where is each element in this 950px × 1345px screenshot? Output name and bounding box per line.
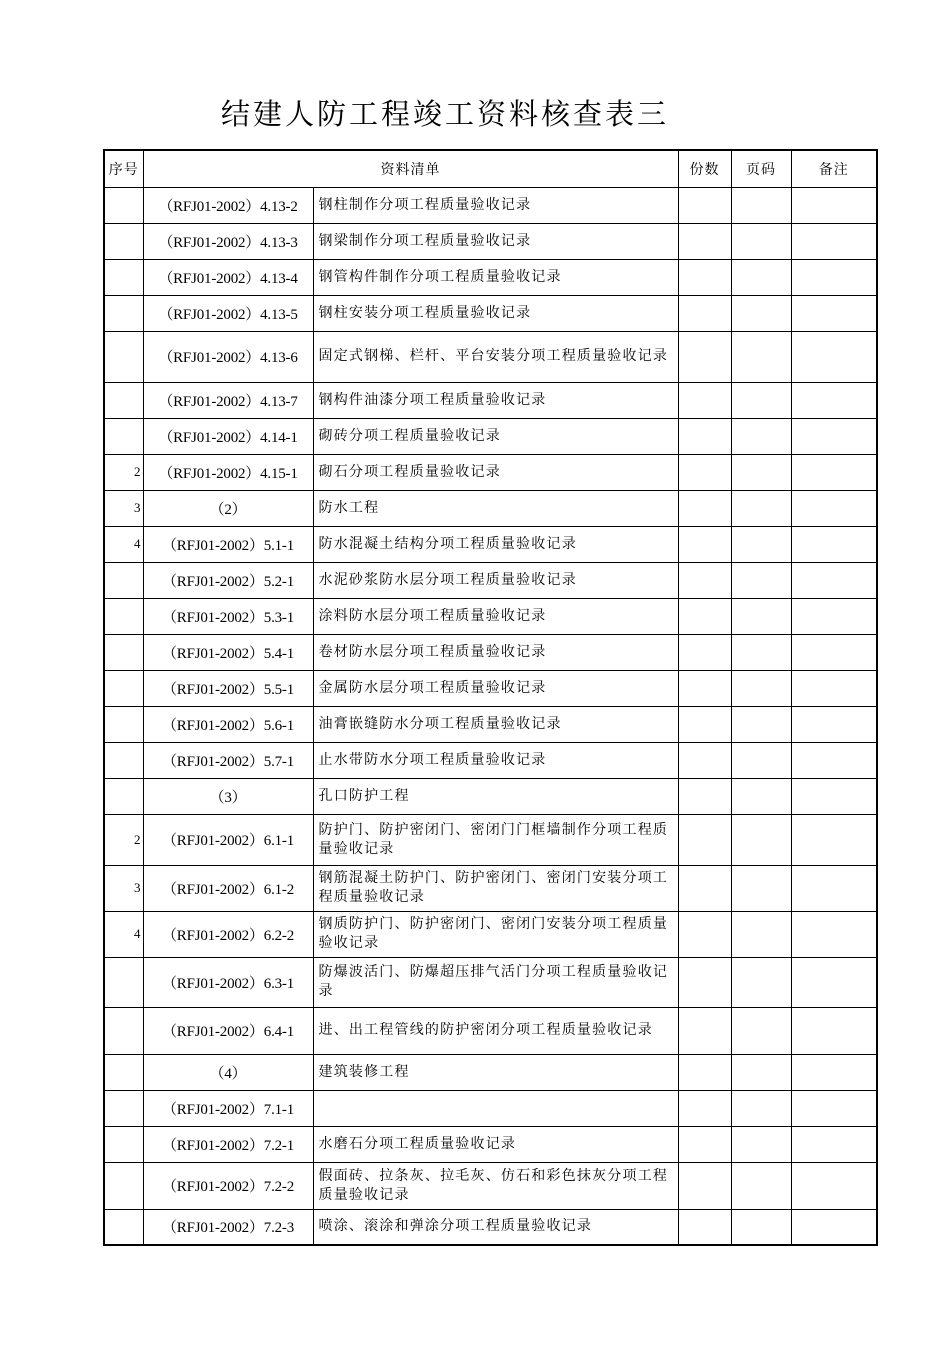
row-seq xyxy=(104,1209,143,1245)
row-remark xyxy=(791,778,877,814)
row-page xyxy=(731,1209,791,1245)
row-name: 砌砖分项工程质量验收记录 xyxy=(313,418,678,454)
header-list: 资料清单 xyxy=(143,150,678,187)
row-remark xyxy=(791,634,877,670)
row-copies xyxy=(678,259,731,295)
row-code: （2） xyxy=(143,490,313,526)
row-seq xyxy=(104,1162,143,1209)
row-seq xyxy=(104,562,143,598)
row-name: 进、出工程管线的防护密闭分项工程质量验收记录 xyxy=(313,1007,678,1054)
row-code: （RFJ01-2002）7.2-2 xyxy=(143,1162,313,1209)
row-remark xyxy=(791,259,877,295)
row-code: （RFJ01-2002）7.2-1 xyxy=(143,1126,313,1162)
row-name: 止水带防水分项工程质量验收记录 xyxy=(313,742,678,778)
row-page xyxy=(731,454,791,490)
row-code: （RFJ01-2002）4.13-6 xyxy=(143,331,313,382)
row-page xyxy=(731,1126,791,1162)
row-code: （RFJ01-2002）5.5-1 xyxy=(143,670,313,706)
row-remark xyxy=(791,1209,877,1245)
row-seq xyxy=(104,259,143,295)
row-copies xyxy=(678,598,731,634)
row-code: （RFJ01-2002）5.6-1 xyxy=(143,706,313,742)
row-copies xyxy=(678,1209,731,1245)
row-name: 假面砖、拉条灰、拉毛灰、仿石和彩色抹灰分项工程质量验收记录 xyxy=(313,1162,678,1209)
page-title: 结建人防工程竣工资料核查表三 xyxy=(220,97,669,131)
table-row xyxy=(104,1090,877,1126)
row-code: （RFJ01-2002）6.4-1 xyxy=(143,1007,313,1054)
row-page xyxy=(731,865,791,911)
row-page xyxy=(731,1162,791,1209)
row-name: 涂料防水层分项工程质量验收记录 xyxy=(313,598,678,634)
row-page xyxy=(731,187,791,223)
row-seq xyxy=(104,1054,143,1090)
table-row xyxy=(104,865,877,911)
row-name: 防水工程 xyxy=(313,490,678,526)
table-row xyxy=(104,911,877,957)
row-seq xyxy=(104,1007,143,1054)
row-remark xyxy=(791,223,877,259)
row-code: （RFJ01-2002）4.13-4 xyxy=(143,259,313,295)
table-row xyxy=(104,1126,877,1162)
row-remark xyxy=(791,295,877,331)
row-remark xyxy=(791,454,877,490)
row-remark xyxy=(791,187,877,223)
row-page xyxy=(731,223,791,259)
row-seq xyxy=(104,331,143,382)
row-copies xyxy=(678,634,731,670)
row-copies xyxy=(678,187,731,223)
row-name xyxy=(313,1090,678,1126)
table-row xyxy=(104,1007,877,1054)
row-page xyxy=(731,634,791,670)
table-row xyxy=(104,331,877,382)
row-seq xyxy=(104,295,143,331)
row-remark xyxy=(791,1090,877,1126)
row-code: （RFJ01-2002）4.13-2 xyxy=(143,187,313,223)
row-seq xyxy=(104,634,143,670)
row-remark xyxy=(791,1126,877,1162)
table-row xyxy=(104,382,877,418)
row-seq: 2 xyxy=(104,814,143,865)
header-remark: 备注 xyxy=(791,150,877,187)
row-page xyxy=(731,742,791,778)
row-copies xyxy=(678,526,731,562)
row-name: 水泥砂浆防水层分项工程质量验收记录 xyxy=(313,562,678,598)
row-code: （RFJ01-2002）4.14-1 xyxy=(143,418,313,454)
row-name: 砌石分项工程质量验收记录 xyxy=(313,454,678,490)
row-seq xyxy=(104,957,143,1007)
row-code: （RFJ01-2002）4.13-3 xyxy=(143,223,313,259)
row-remark xyxy=(791,331,877,382)
row-remark xyxy=(791,490,877,526)
checklist-table xyxy=(103,149,878,1246)
row-page xyxy=(731,1054,791,1090)
row-page xyxy=(731,1090,791,1126)
row-page xyxy=(731,706,791,742)
table-row xyxy=(104,526,877,562)
row-copies xyxy=(678,331,731,382)
row-remark xyxy=(791,1162,877,1209)
row-remark xyxy=(791,562,877,598)
row-name: 建筑装修工程 xyxy=(313,1054,678,1090)
row-seq xyxy=(104,706,143,742)
row-seq xyxy=(104,742,143,778)
table-row xyxy=(104,814,877,865)
row-code: （RFJ01-2002）5.4-1 xyxy=(143,634,313,670)
header-seq: 序号 xyxy=(104,150,143,187)
row-page xyxy=(731,778,791,814)
row-copies xyxy=(678,865,731,911)
row-remark xyxy=(791,526,877,562)
row-code: （RFJ01-2002）6.1-1 xyxy=(143,814,313,865)
row-seq: 4 xyxy=(104,526,143,562)
row-copies xyxy=(678,490,731,526)
table-row xyxy=(104,634,877,670)
row-code: （3） xyxy=(143,778,313,814)
row-remark xyxy=(791,706,877,742)
row-copies xyxy=(678,1007,731,1054)
row-name: 防护门、防护密闭门、密闭门门框墙制作分项工程质量验收记录 xyxy=(313,814,678,865)
table-row xyxy=(104,187,877,223)
row-copies xyxy=(678,1162,731,1209)
row-code: （RFJ01-2002）5.3-1 xyxy=(143,598,313,634)
row-page xyxy=(731,295,791,331)
row-remark xyxy=(791,1007,877,1054)
row-page xyxy=(731,957,791,1007)
row-copies xyxy=(678,1126,731,1162)
row-remark xyxy=(791,957,877,1007)
row-code: （RFJ01-2002）4.13-5 xyxy=(143,295,313,331)
row-copies xyxy=(678,1054,731,1090)
row-page xyxy=(731,331,791,382)
row-copies xyxy=(678,223,731,259)
row-page xyxy=(731,490,791,526)
row-name: 油膏嵌缝防水分项工程质量验收记录 xyxy=(313,706,678,742)
row-page xyxy=(731,598,791,634)
table-row xyxy=(104,562,877,598)
row-seq: 4 xyxy=(104,911,143,957)
table-row xyxy=(104,1054,877,1090)
table-row xyxy=(104,1162,877,1209)
row-name: 钢构件油漆分项工程质量验收记录 xyxy=(313,382,678,418)
row-seq xyxy=(104,418,143,454)
row-seq xyxy=(104,1090,143,1126)
row-name: 钢梁制作分项工程质量验收记录 xyxy=(313,223,678,259)
row-page xyxy=(731,1007,791,1054)
row-copies xyxy=(678,670,731,706)
row-copies xyxy=(678,778,731,814)
row-copies xyxy=(678,562,731,598)
row-code: （RFJ01-2002）6.3-1 xyxy=(143,957,313,1007)
table-row xyxy=(104,490,877,526)
table-body xyxy=(104,187,877,1245)
row-name: 钢管构件制作分项工程质量验收记录 xyxy=(313,259,678,295)
row-code: （RFJ01-2002）4.13-7 xyxy=(143,382,313,418)
row-seq: 2 xyxy=(104,454,143,490)
table-row xyxy=(104,706,877,742)
row-name: 金属防水层分项工程质量验收记录 xyxy=(313,670,678,706)
row-remark xyxy=(791,1054,877,1090)
row-name: 防水混凝土结构分项工程质量验收记录 xyxy=(313,526,678,562)
row-page xyxy=(731,259,791,295)
row-page xyxy=(731,814,791,865)
row-name: 钢柱安装分项工程质量验收记录 xyxy=(313,295,678,331)
row-remark xyxy=(791,742,877,778)
row-code: （RFJ01-2002）5.1-1 xyxy=(143,526,313,562)
table-row xyxy=(104,418,877,454)
row-code: （4） xyxy=(143,1054,313,1090)
row-seq xyxy=(104,223,143,259)
row-remark xyxy=(791,382,877,418)
row-name: 孔口防护工程 xyxy=(313,778,678,814)
row-code: （RFJ01-2002）7.2-3 xyxy=(143,1209,313,1245)
row-copies xyxy=(678,1090,731,1126)
row-seq xyxy=(104,1126,143,1162)
row-seq xyxy=(104,187,143,223)
row-code: （RFJ01-2002）5.7-1 xyxy=(143,742,313,778)
row-seq: 3 xyxy=(104,865,143,911)
row-remark xyxy=(791,598,877,634)
table-row xyxy=(104,454,877,490)
row-copies xyxy=(678,742,731,778)
header-copies: 份数 xyxy=(678,150,731,187)
table-row xyxy=(104,670,877,706)
row-code: （RFJ01-2002）7.1-1 xyxy=(143,1090,313,1126)
row-remark xyxy=(791,865,877,911)
table-row xyxy=(104,259,877,295)
row-copies xyxy=(678,814,731,865)
row-page xyxy=(731,382,791,418)
table-row xyxy=(104,598,877,634)
row-remark xyxy=(791,670,877,706)
row-remark xyxy=(791,911,877,957)
row-name: 卷材防水层分项工程质量验收记录 xyxy=(313,634,678,670)
row-remark xyxy=(791,418,877,454)
row-name: 钢质防护门、防护密闭门、密闭门安装分项工程质量验收记录 xyxy=(313,911,678,957)
row-code: （RFJ01-2002）6.1-2 xyxy=(143,865,313,911)
row-code: （RFJ01-2002）4.15-1 xyxy=(143,454,313,490)
row-copies xyxy=(678,382,731,418)
row-copies xyxy=(678,706,731,742)
table-row xyxy=(104,778,877,814)
row-seq xyxy=(104,778,143,814)
row-name: 固定式钢梯、栏杆、平台安装分项工程质量验收记录 xyxy=(313,331,678,382)
row-remark xyxy=(791,814,877,865)
row-name: 水磨石分项工程质量验收记录 xyxy=(313,1126,678,1162)
row-name: 钢筋混凝土防护门、防护密闭门、密闭门安装分项工程质量验收记录 xyxy=(313,865,678,911)
row-copies xyxy=(678,957,731,1007)
row-code: （RFJ01-2002）5.2-1 xyxy=(143,562,313,598)
table-row xyxy=(104,742,877,778)
table-row xyxy=(104,1209,877,1245)
table-row xyxy=(104,295,877,331)
header-page: 页码 xyxy=(731,150,791,187)
row-name: 钢柱制作分项工程质量验收记录 xyxy=(313,187,678,223)
table-row xyxy=(104,957,877,1007)
header-row xyxy=(104,150,877,187)
row-seq xyxy=(104,382,143,418)
row-copies xyxy=(678,418,731,454)
row-seq xyxy=(104,670,143,706)
row-copies xyxy=(678,911,731,957)
row-page xyxy=(731,562,791,598)
row-name: 防爆波活门、防爆超压排气活门分项工程质量验收记录 xyxy=(313,957,678,1007)
row-page xyxy=(731,418,791,454)
row-copies xyxy=(678,295,731,331)
row-page xyxy=(731,911,791,957)
row-name: 喷涂、滚涂和弹涂分项工程质量验收记录 xyxy=(313,1209,678,1245)
table-row xyxy=(104,223,877,259)
row-seq: 3 xyxy=(104,490,143,526)
row-page xyxy=(731,670,791,706)
row-seq xyxy=(104,598,143,634)
row-page xyxy=(731,526,791,562)
row-code: （RFJ01-2002）6.2-2 xyxy=(143,911,313,957)
row-copies xyxy=(678,454,731,490)
